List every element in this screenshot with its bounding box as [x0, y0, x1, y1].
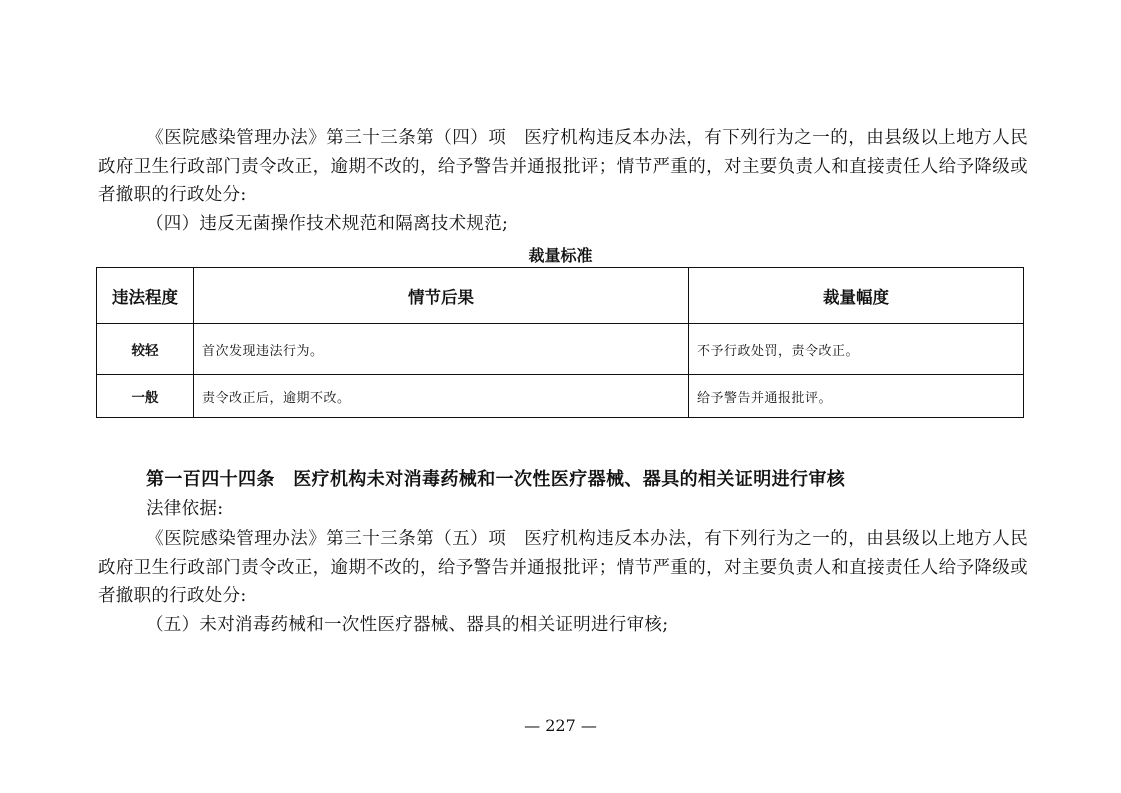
legal-basis-label: 法律依据: — [146, 499, 224, 519]
header-degree: 违法程度 — [97, 268, 194, 324]
table-title: 裁量标准 — [528, 246, 593, 265]
row-range: 给予警告并通报批评。 — [689, 375, 1024, 418]
article-heading: 第一百四十四条 医疗机构未对消毒药械和一次性医疗器械、器具的相关证明进行审核 — [146, 469, 846, 490]
header-range: 裁量幅度 — [689, 268, 1024, 324]
row-consequence: 首次发现违法行为。 — [194, 324, 689, 375]
table-header-row — [97, 268, 1024, 324]
table-row — [97, 375, 1024, 418]
header-consequence: 情节后果 — [194, 268, 689, 324]
section1-paragraph-text: 《医院感染管理办法》第三十三条第（四）项 医疗机构违反本办法，有下列行为之一的，由县级以上地方人民政府卫生行政部门责令改正，逾期不改的，给予警告并通报批评；情节严重的，对主要负责人和直接责任人给予降级或者撤职的行政处分: — [98, 128, 1028, 205]
page-number: — 227 — — [524, 716, 597, 735]
section2-item: （五）未对消毒药械和一次性医疗器械、器具的相关证明进行审核; — [146, 615, 669, 635]
row-consequence: 责令改正后，逾期不改。 — [194, 375, 689, 418]
section2-paragraph — [98, 525, 1028, 611]
section1-item: （四）违反无菌操作技术规范和隔离技术规范; — [146, 214, 509, 234]
section1-paragraph — [98, 124, 1028, 210]
section2-paragraph-text: 《医院感染管理办法》第三十三条第（五）项 医疗机构违反本办法，有下列行为之一的，由县级以上地方人民政府卫生行政部门责令改正，逾期不改的，给予警告并通报批评；情节严重的，对主要负责人和直接责任人给予降级或者撤职的行政处分: — [98, 529, 1028, 606]
discretion-table — [96, 267, 1024, 418]
row-range: 不予行政处罚，责令改正。 — [689, 324, 1024, 375]
row-degree: 较轻 — [97, 324, 194, 375]
table-row — [97, 324, 1024, 375]
row-degree: 一般 — [97, 375, 194, 418]
